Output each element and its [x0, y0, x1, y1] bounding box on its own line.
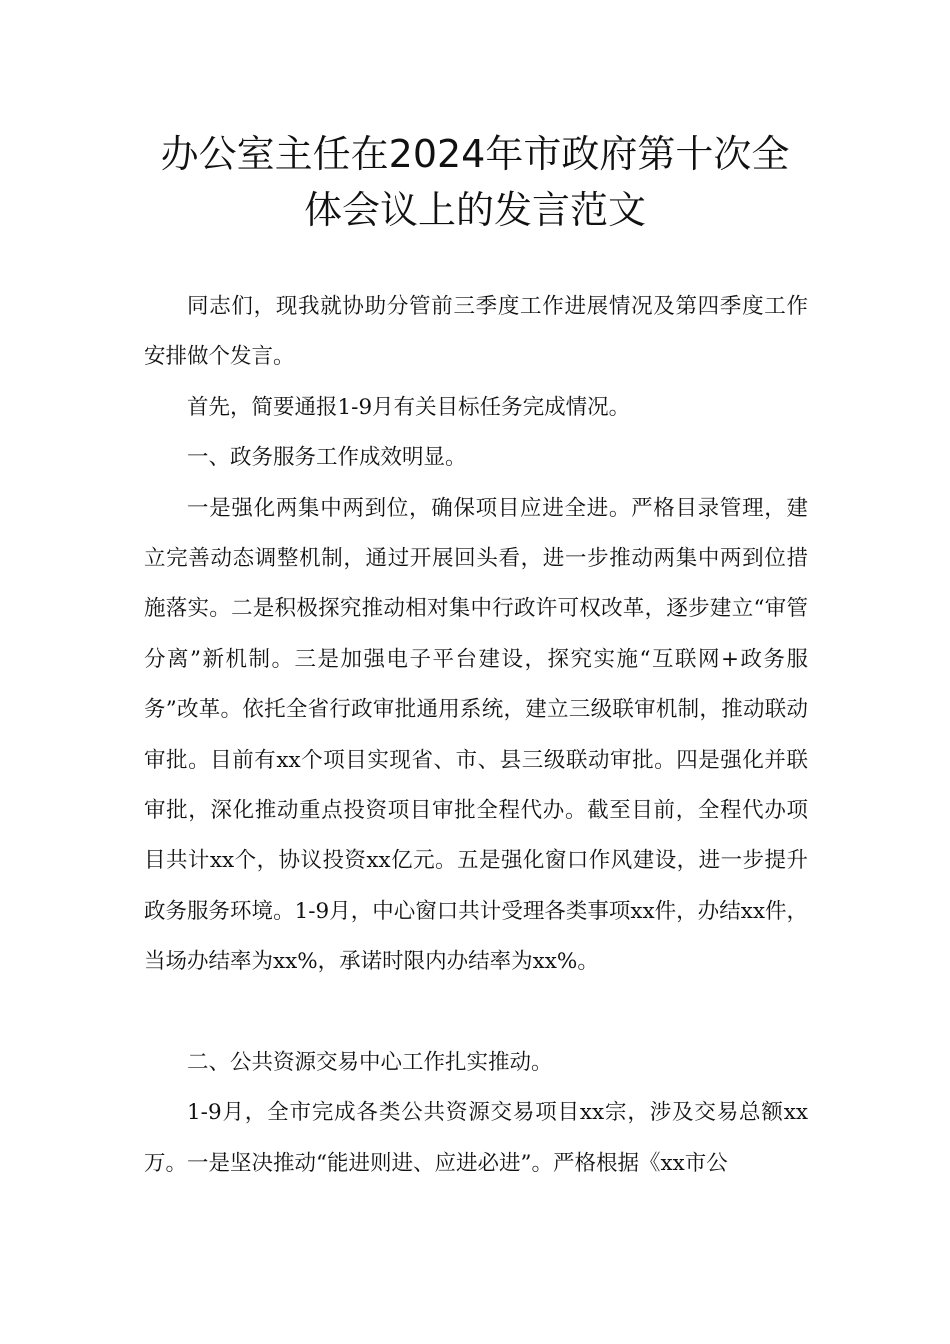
paragraph-intro: 首先，简要通报1-9月有关目标任务完成情况。 [187, 394, 631, 420]
title-line-1: 办公室主任在2024年市政府第十次全 [160, 132, 790, 176]
title-line-2: 体会议上的发言范文 [303, 188, 646, 232]
section-heading-1: 一、政务服务工作成效明显。 [187, 445, 467, 471]
paragraph-section-2-body: 1-9月，全市完成各类公共资源交易项目xx宗，涉及交易总额xx万。一是坚决推动“能进则进、应进必进”。严格根据《xx市公 [144, 1100, 808, 1176]
document-title [100, 126, 850, 238]
document-body [144, 282, 808, 1189]
section-heading-2: 二、公共资源交易中心工作扎实推动。 [187, 1049, 553, 1075]
paragraph-greeting: 同志们，现我就协助分管前三季度工作进展情况及第四季度工作安排做个发言。 [144, 294, 808, 370]
paragraph-section-1-body: 一是强化两集中两到位，确保项目应进全进。严格目录管理，建立完善动态调整机制，通过开展回头看，进一步推动两集中两到位措施落实。二是积极探究推动相对集中行政许可权改革，逐步建立“审管分离”新机制。三是加强电子平台建设，探究实施“互联网+政务服务”改革。依托全省行政审批通用系统，建立三级联审机制，推动联动审批。目前有xx个项目实现省、市、县三级联动审批。四是强化并联审批，深化推动重点投资项目审批全程代办。截至目前，全程代办项目共计xx个，协议投资xx亿元。五是强化窗口作风建设，进一步提升政务服务环境。1-9月，中心窗口共计受理各类事项xx件，办结xx件，当场办结率为xx%，承诺时限内办结率为xx%。 [144, 495, 808, 975]
